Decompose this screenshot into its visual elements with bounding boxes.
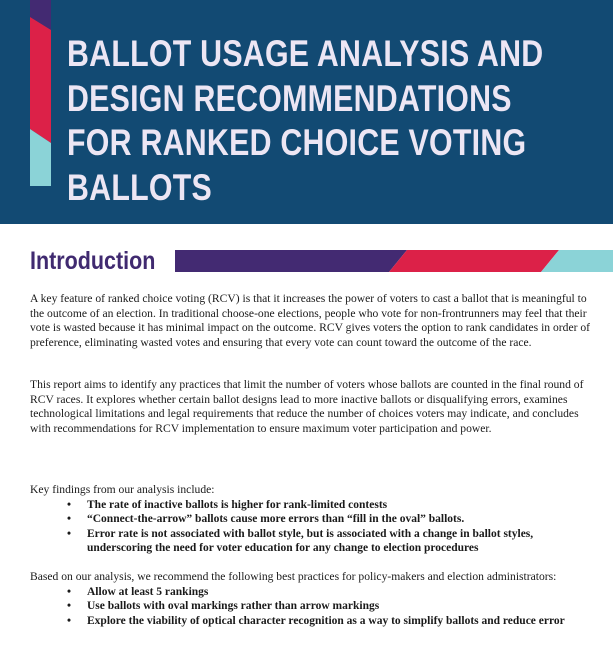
heading-bar-purple <box>175 250 407 272</box>
bullet-icon: • <box>67 498 72 511</box>
document-title <box>67 32 544 210</box>
list-item <box>67 498 600 513</box>
heading-bar-red <box>389 250 559 272</box>
title-line-2: DESIGN RECOMMENDATIONS <box>67 77 512 119</box>
stripe-red-segment <box>30 17 51 143</box>
key-findings-block <box>30 483 600 556</box>
title-line-3: FOR RANKED CHOICE VOTING <box>67 122 527 163</box>
bullet-icon: • <box>67 600 72 613</box>
key-findings-intro: Key findings from our analysis include: <box>30 483 215 496</box>
list-item <box>67 614 600 629</box>
section-heading-introduction: Introduction <box>30 247 156 275</box>
intro-paragraph-2: This report aims to identify any practices that limit the number of voters whose ballots are counted in the final round of RCV races. It explores whether certain ballot designs lead to more inactive ballots or disqualifying errors, examines technological limitations and legal requirements that reduce the number of choices voters may indicate, and concludes with recommendations for RCV implementation to ensure maximum voter participation and power. <box>30 378 584 435</box>
recommendation-text: Use ballots with oval markings rather than arrow markings <box>87 600 380 613</box>
heading-color-bar <box>175 250 613 272</box>
title-banner <box>0 0 613 224</box>
bullet-icon: • <box>67 513 72 526</box>
title-line-1: BALLOT USAGE ANALYSIS AND <box>67 33 544 74</box>
bullet-icon: • <box>67 527 72 540</box>
list-item <box>67 512 600 527</box>
finding-text: The rate of inactive ballots is higher for rank-limited contests <box>87 498 388 511</box>
list-item <box>67 599 600 614</box>
recommendations-intro: Based on our analysis, we recommend the following best practices for policy-makers and election administrators: <box>30 570 557 583</box>
intro-paragraph-1: A key feature of ranked choice voting (RCV) is that it increases the power of voters to cast a ballot that is meaningful to the outcome of an election. In traditional choose-one elections, people who vote for non-frontrunners may feel that their vote is wasted because it has minimal impact on the outcome. RCV gives voters the option to rank candidates in order of preference, eliminating wasted votes and ensuring that every vote can count toward the outcome of the race. <box>30 292 591 349</box>
bullet-icon: • <box>67 585 72 598</box>
list-item <box>67 585 600 600</box>
banner-color-stripe <box>30 0 51 186</box>
recommendations-block <box>30 570 600 628</box>
recommendation-text: Allow at least 5 rankings <box>87 585 209 598</box>
key-findings-list <box>30 498 600 556</box>
bullet-icon: • <box>67 614 72 627</box>
recommendations-list <box>30 585 600 629</box>
title-line-4: BALLOTS <box>67 166 212 208</box>
finding-text: Error rate is not associated with ballot style, but is associated with a change in ballot styles, underscoring the need for voter education for any change to election procedures <box>87 527 534 555</box>
recommendation-text: Explore the viability of optical character recognition as a way to simplify ballots and reduce error <box>87 614 565 627</box>
list-item <box>67 527 600 556</box>
finding-text: “Connect-the-arrow” ballots cause more errors than “fill in the oval” ballots. <box>87 513 465 526</box>
